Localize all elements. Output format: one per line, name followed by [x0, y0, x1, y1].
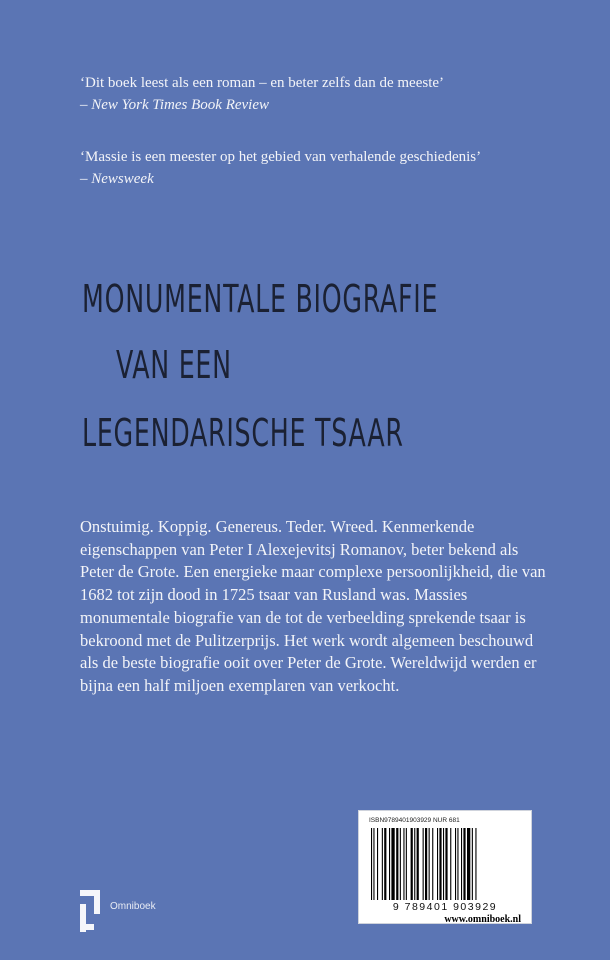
blurb-text: Onstuimig. Koppig. Genereus. Teder. Wreed. Kenmerkende eigenschappen van Peter I Alexejevitsj Romanov, beter bekend als Peter de Grote. Een energieke maar complexe persoonlijkheid, die van 1682 tot zijn dood in 1725 tsaar van Rusland was. Massies monumentale biografie van de tot de verbeelding sprekende tsaar is bekroond met de Pulitzerprijs. Het werk wordt algemeen beschouwd als de beste biografie ooit over Peter de Grote. Wereldwijd werden er bijna een half miljoen exemplaren van verkocht. [80, 517, 546, 695]
barcode-panel [358, 810, 532, 924]
quote-source: – Newsweek [80, 171, 154, 187]
quote-nytbr [80, 72, 444, 116]
barcode-icon [369, 828, 521, 900]
headline-line-1: MONUMENTALE BIOGRAFIE [82, 277, 439, 321]
quote-text: ‘Dit boek leest als een roman – en beter zelfs dan de meeste’ [80, 75, 445, 91]
publisher-url: www.omniboek.nl [444, 914, 521, 925]
publisher-name: Omniboek [110, 901, 156, 912]
quote-text: ‘Massie is een meester op het gebied van verhalende geschiedenis’ [80, 149, 482, 165]
headline-line-2: VAN EEN [116, 343, 232, 387]
quote-source: – New York Times Book Review [80, 97, 270, 113]
isbn-label: ISBN9789401903929 NUR 681 [369, 817, 460, 824]
omniboek-logo-icon [80, 890, 102, 932]
headline-line-3: LEGENDARISCHE TSAAR [82, 411, 404, 455]
quote-newsweek [80, 146, 540, 190]
barcode-digits: 9 789401 903929 [392, 901, 498, 913]
